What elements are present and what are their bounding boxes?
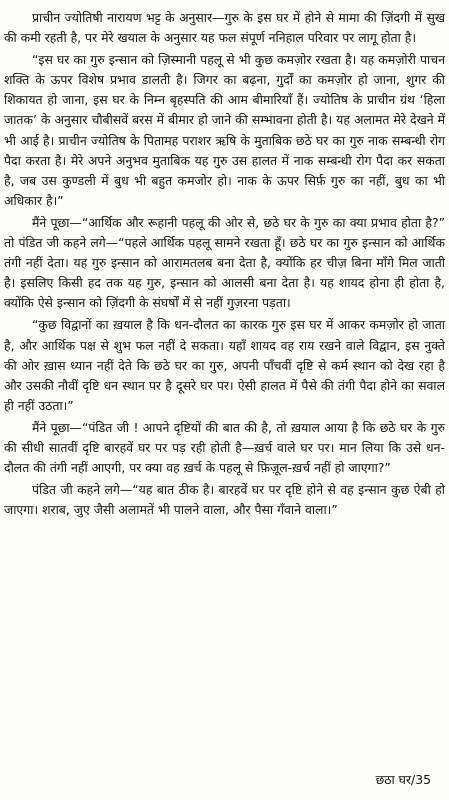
paragraph-4: “कुछ विद्वानों का ख़याल है कि धन-दौलत का कारक गुरु इस घर में आकर कमज़ोर हो जाता है, और आर्थिक पक्ष से शुभ फल नहीं दे सकता। यहाँ शायद वह राय रखने वाले विद्वान, इस नुक्ते की ओर ख़ास ध्यान नहीं देते कि छठे घर का गुरु, अपनी पाँचवीं दृष्टि से कर्म स्थान को देख रहा है और उसकी नौवीं दृष्टि धन स्थान पर है दूसरे घर पर। ऐसी हालत में पैसे की तंगी पैदा होने का सवाल ही नहीं उठता।” [4,317,445,413]
paragraph-3: मैंने पूछा—“आर्थिक और रूहानी पहलू की ओर से, छठे घर के गुरु का क्या प्रभाव होता है?” तो पंडित जी कहने लगे—“पहले आर्थिक पहलू सामने रखता हूँ। छठे घर का गुरु इन्सान को आर्थिक तंगी नहीं देता। यह गुरु इन्सान को आरामतलब बना देता है, क्योंकि हर चीज़ बिना माँगे मिल जाती है। इसलिए किसी हद तक यह गुरु, इन्सान को आलसी बना देता है। यह शायद होना ही होता है, क्योंकि ऐसे इन्सान को ज़िंदगी के संघर्षों में से नहीं गुज़रना पड़ता। [4,214,445,311]
paragraph-6: पंडित जी कहने लगे—“यह बात ठीक है। बारहवें घर पर दृष्टि होने से वह इन्सान कुछ ऐबी हो जाएगा। शराब, जुए जैसी अलामतें भी पालने वाला, और पैसा गँवाने वाला।” [4,482,445,518]
body-text [4,8,445,520]
paragraph-1: प्राचीन ज्योतिषी नारायण भट्ट के अनुसार—गुरु के इस घर में होने से मामा की ज़िंदगी में सुख की कमी रहती है, पर मेरे खयाल के अनुसार यह फल संपूर्ण ननिहाल परिवार पर लागू होता है। [4,10,445,46]
paragraph-5: मैंने पूछा—“पंडित जी ! आपने दृष्टियों की बात की है, तो ख़याल आया है कि छठे घर के गुरु की सीधी सातवीं दृष्टि बारहवें घर पर पड़ रही होती है—ख़र्च वाले घर पर। मान लिया कि उसे धन-दौलत की तंगी नहीं आएगी, पर क्या वह ख़र्च के पहलू से फ़िज़ूल-ख़र्च नहीं हो जाएगा?” [4,419,445,476]
paragraph-2: “इस घर का गुरु इन्सान को ज़िस्मानी पहलू से भी कुछ कमज़ोर रखता है। यह कमज़ोरी पाचन शक्ति के ऊपर विशेष प्रभाव डालती है। जिगर का बढ़ना, गुर्दों का कमज़ोर हो जाना, शुगर की शिकायत हो जाना, इस घर के निम्न बृहस्पति की आम बीमारियाँ हैं। ज्योतिष के प्राचीन ग्रंथ ‘हिला जातक’ के अनुसार चौबीसवें बरस में बीमार हो जाने की सम्भावना होती है। यह अलामत मेरे देखने में भी आई है। प्राचीन ज्योतिष के पितामह पराशर ऋषि के मुताबिक छठे घर का गुरु नाक सम्बन्धी रोग पैदा करता है। मेरे अपने अनुभव मुताबिक यह गुरु उस हालत में नाक सम्बन्धी रोग पैदा कर सकता है, जब उस कुण्डली में बुध भी बहुत कमजोर हो। नाक के ऊपर सिर्फ़ गुरु का नहीं, बुध का भी अधिकार है।” [4,52,445,208]
page-footer: छठा घर/35 [375,772,431,787]
